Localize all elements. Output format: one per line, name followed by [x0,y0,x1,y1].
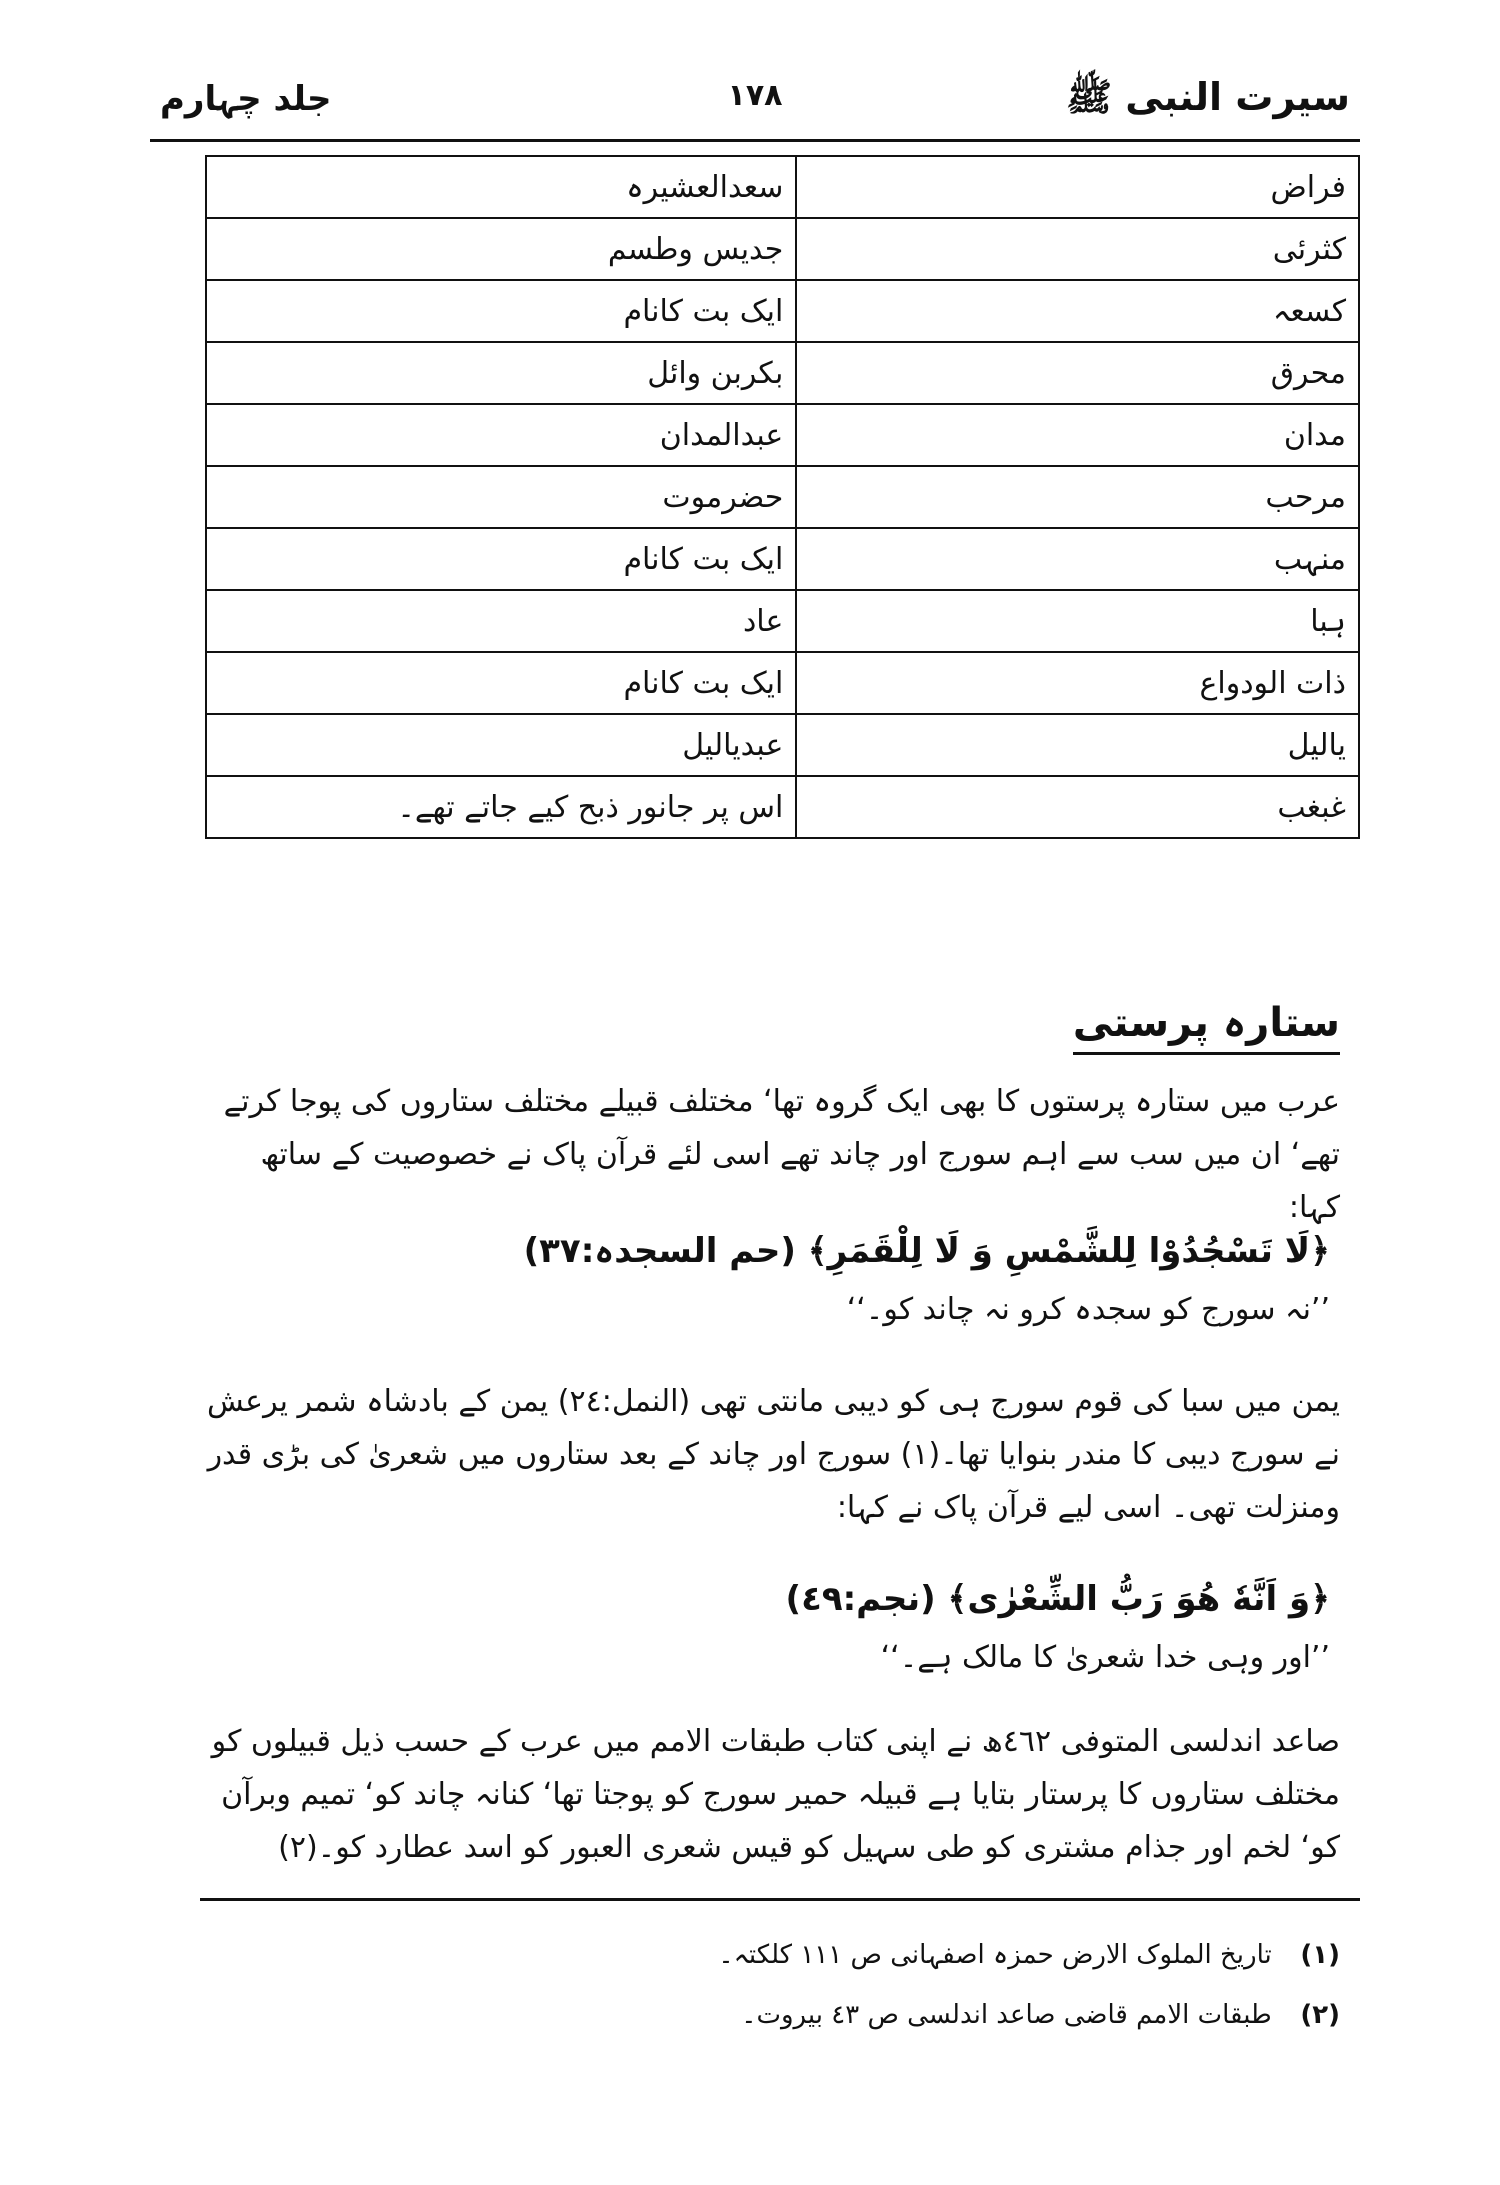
table-cell-tribe: بکربن وائل [206,342,796,404]
book-title: سیرت النبی ﷺ [1066,75,1350,119]
table-cell-name: منہب [796,528,1359,590]
table-row [206,218,1359,280]
table-cell-name: فراض [796,156,1359,218]
paragraph-intro: عرب میں ستارہ پرستوں کا بھی ایک گروہ تھا‘ مختلف قبیلے مختلف ستاروں کی پوجا کرتے تھے‘ ان میں سب سے اہم سورج اور چاند تھے اسی لئے قرآن پاک نے خصوصیت کے ساتھ کہا: [223,1084,1340,1225]
volume-label: جلد چہارم [160,79,332,119]
table-cell-name: مرحب [796,466,1359,528]
footnote [200,1925,1340,1985]
footnote-text: تاریخ الملوک الارض حمزہ اصفہانی ص ١١١ کلکتہ۔ [718,1940,1272,1970]
quran-quote: ﴿وَ اَنَّهٗ هُوَ رَبُّ الشِّعْرٰى﴾ (نجم:٤٩) [785,1579,1330,1619]
table-cell-tribe: حضرموت [206,466,796,528]
table-cell-name: کثرئی [796,218,1359,280]
table-cell-tribe: عاد [206,590,796,652]
paragraph-tribes: صاعد اندلسی المتوفی ٤٦٢ھ نے اپنی کتاب طبقات الامم میں عرب کے حسب ذیل قبیلوں کو مختلف ستاروں کا پرستار بتایا ہے قبیلہ حمیر سورج کو پوجتا تھا‘ کنانہ چاند کو‘ تمیم وبرآن کو‘ لخم اور جذام مشتری کو طی سہیل کو قیس شعری العبور کو اسد عطارد کو۔(٢) [211,1724,1340,1865]
quote-translation: ’’نہ سورج کو سجدہ کرو نہ چاند کو۔‘‘ [846,1292,1330,1327]
header-rule [150,139,1360,142]
section-heading: ستارہ پرستی [1073,1000,1340,1055]
table-row [206,466,1359,528]
table-cell-name: مدان [796,404,1359,466]
names-table [205,155,1360,839]
table-cell-tribe: عبدالمدان [206,404,796,466]
table-row [206,652,1359,714]
footnote-rule [200,1898,1360,1901]
page-header [150,70,1360,130]
table-row [206,404,1359,466]
paragraph-yemen: یمن میں سبا کی قوم سورج ہی کو دیبی مانتی تھی (النمل:٢٤) یمن کے بادشاہ شمر یرعش نے سورج دیبی کا مندر بنوایا تھا۔(١) سورج اور چاند کے بعد ستاروں میں شعریٰ کی بڑی قدر ومنزلت تھی۔ اسی لیے قرآن پاک نے کہا: [206,1384,1340,1525]
table-row [206,714,1359,776]
table-cell-tribe: ایک بت کانام [206,652,796,714]
table-cell-tribe: عبدیالیل [206,714,796,776]
table-cell-tribe: ایک بت کانام [206,528,796,590]
table-row [206,528,1359,590]
table-row [206,590,1359,652]
footnotes [200,1925,1340,2045]
footnote-number: (١) [1300,1940,1340,1970]
table-cell-name: ذات الودواع [796,652,1359,714]
page-number: ١٧٨ [727,78,783,113]
quran-quote: ﴿لَا تَسْجُدُوْا لِلشَّمْسِ وَ لَا لِلْقَمَرِ﴾ (حم السجدہ:٣٧) [523,1231,1330,1271]
table-cell-tribe: اس پر جانور ذبح کیے جاتے تھے۔ [206,776,796,838]
table-cell-name: کسعہ [796,280,1359,342]
table-row [206,776,1359,838]
table-row [206,280,1359,342]
table-cell-tribe: ایک بت کانام [206,280,796,342]
footnote-number: (٢) [1300,2000,1340,2030]
table-cell-tribe: جدیس وطسم [206,218,796,280]
table-cell-name: ہبا [796,590,1359,652]
table-row [206,342,1359,404]
footnote-text: طبقات الامم قاضی صاعد اندلسی ص ٤٣ بیروت۔ [741,2000,1272,2030]
table-cell-name: یالیل [796,714,1359,776]
table-cell-name: غبغب [796,776,1359,838]
quote-translation: ’’اور وہی خدا شعریٰ کا مالک ہے۔‘‘ [880,1640,1330,1675]
table-cell-tribe: سعدالعشیرہ [206,156,796,218]
table-cell-name: محرق [796,342,1359,404]
footnote [200,1985,1340,2045]
table-row [206,156,1359,218]
